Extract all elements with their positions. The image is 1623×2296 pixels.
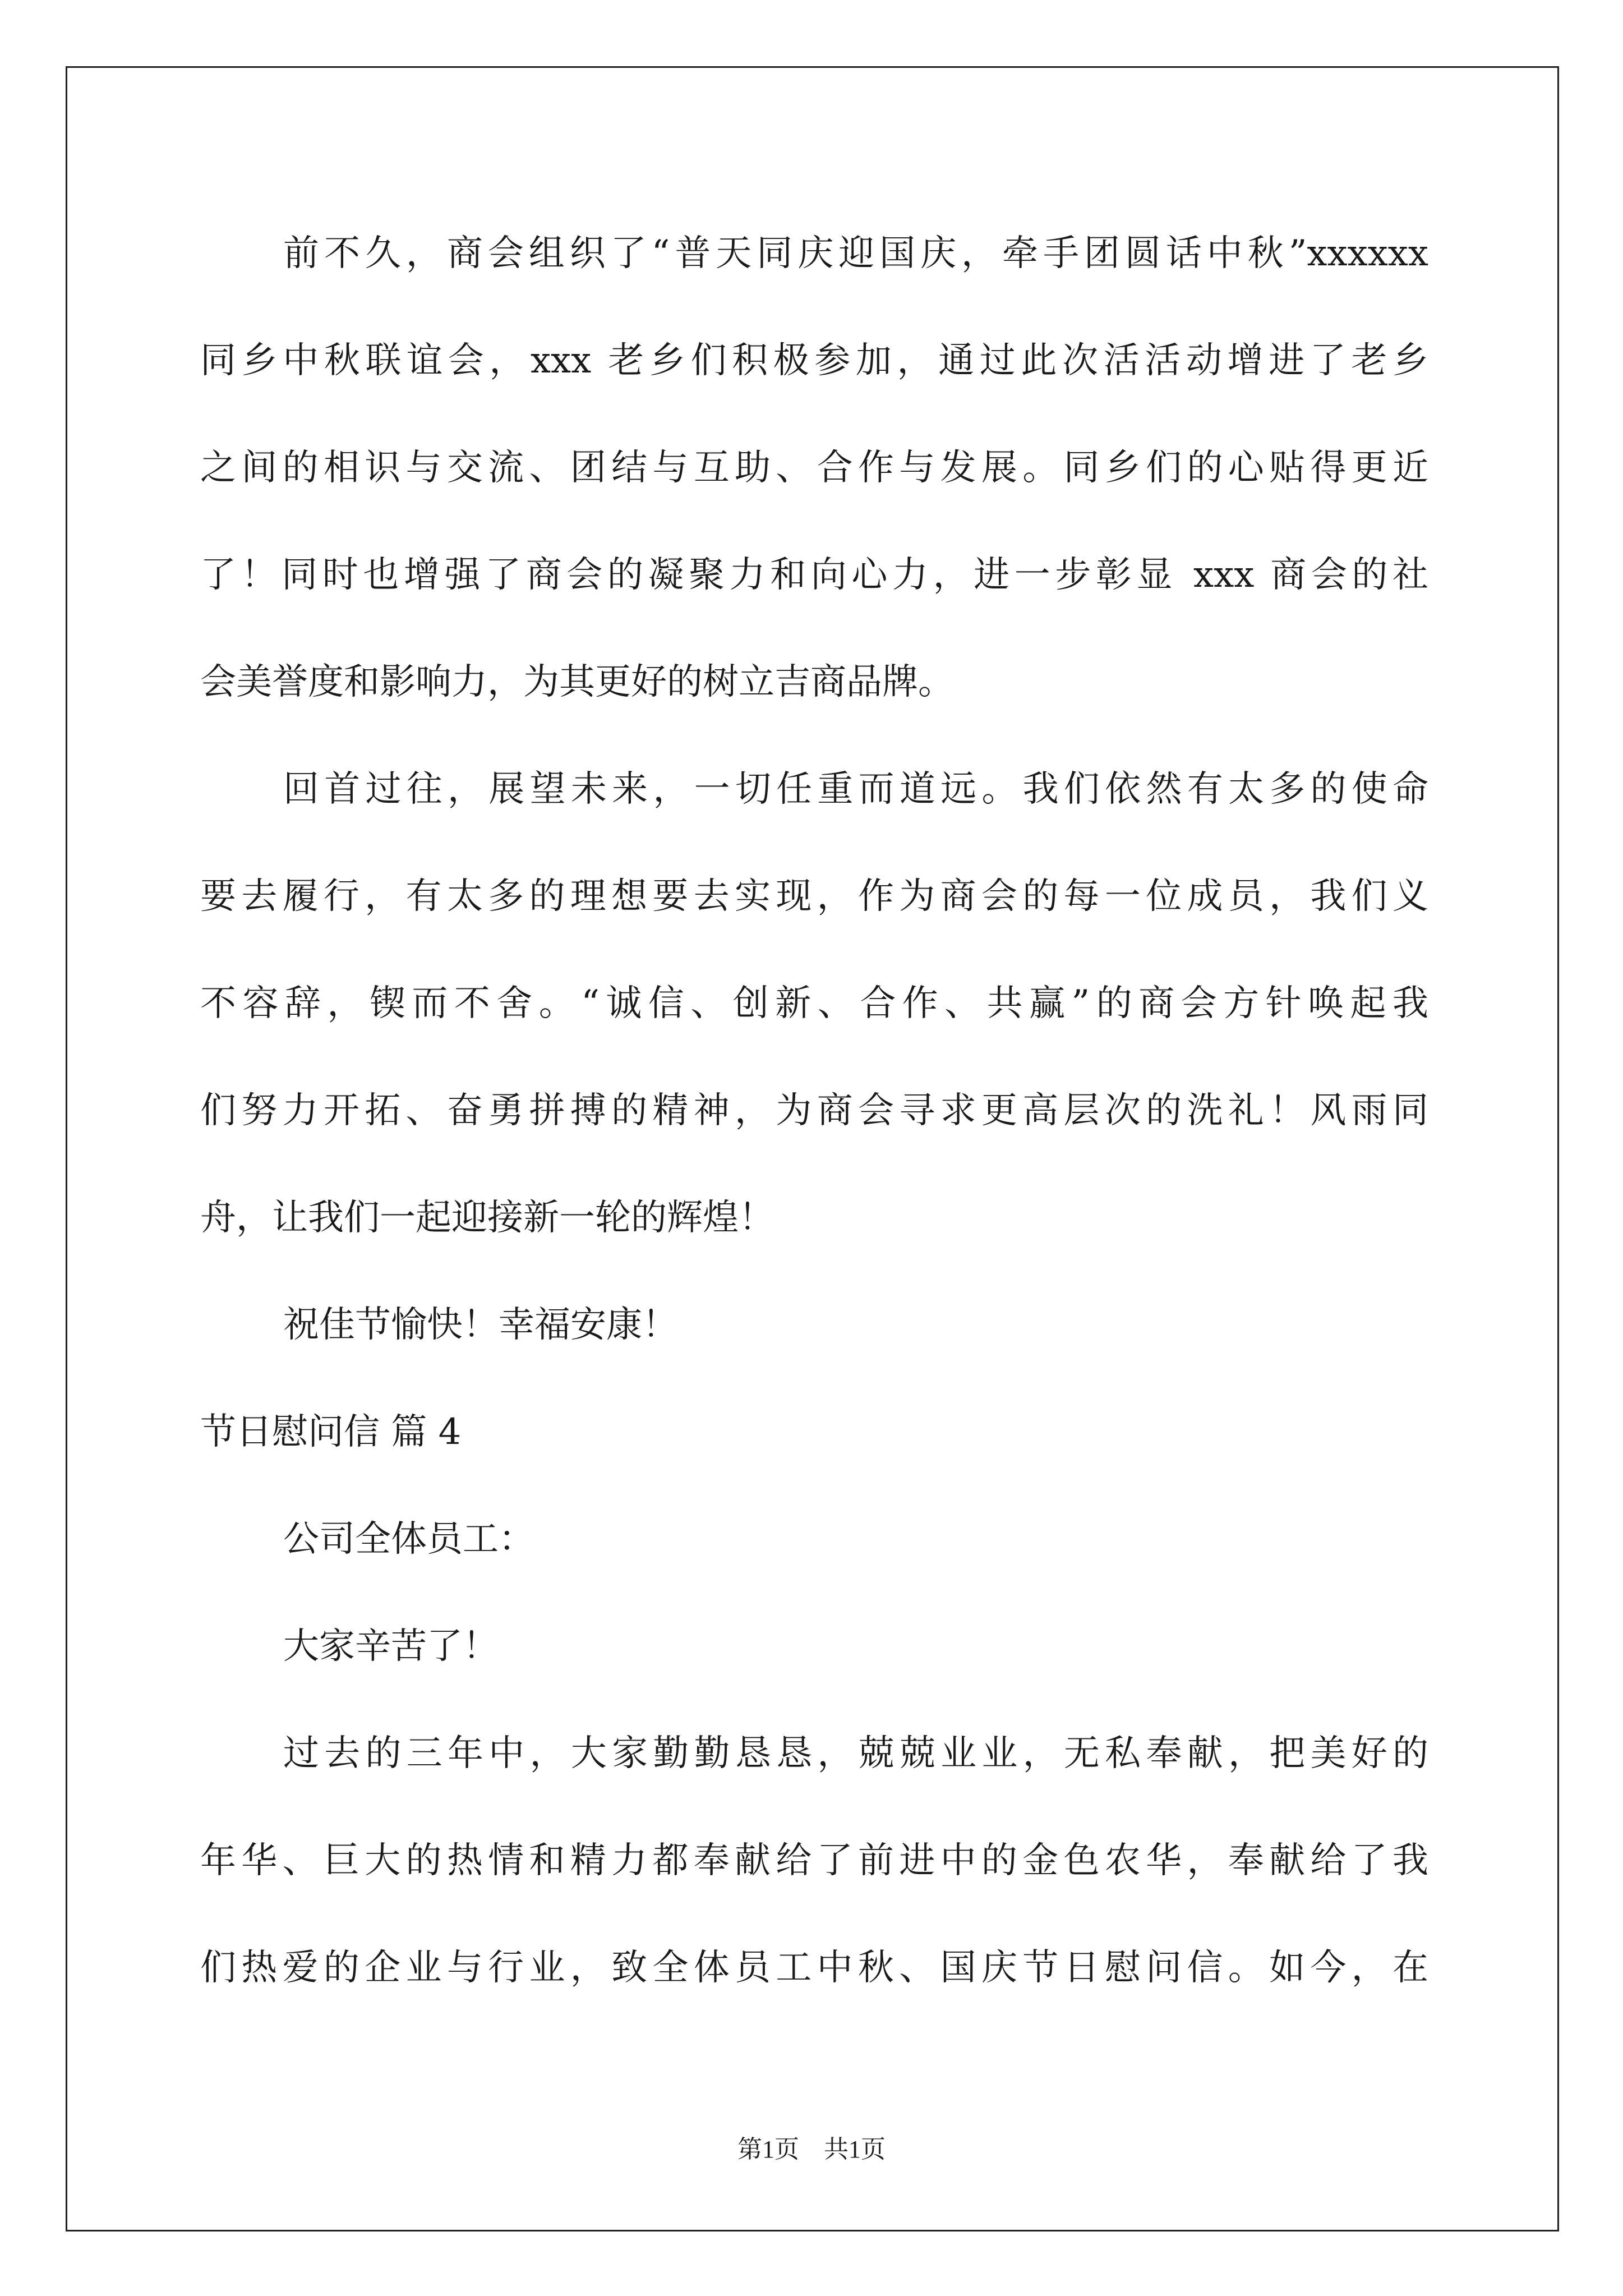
paragraph-2-line-2: 要去履行，有太多的理想要去实现，作为商会的每一位成员，我们义 — [200, 876, 1428, 917]
opening-line: 大家辛苦了！ — [283, 1626, 499, 1667]
paragraph-2-line-5: 舟，让我们一起迎接新一轮的辉煌！ — [200, 1197, 774, 1239]
document-body — [200, 220, 1428, 2041]
paragraph-1-line-3: 之间的相识与交流、团结与互助、合作与发展。同乡们的心贴得更近 — [200, 447, 1428, 489]
paragraph-2-line-3: 不容辞，锲而不舍。“诚信、创新、合作、共赢”的商会方针唤起我 — [200, 983, 1428, 1024]
section-heading: 节日慰问信 篇 4 — [200, 1411, 462, 1453]
paragraph-2-line-4: 们努力开拓、奋勇拼搏的精神，为商会寻求更高层次的洗礼！风雨同 — [200, 1090, 1428, 1131]
paragraph-3-line-2: 年华、巨大的热情和精力都奉献给了前进中的金色农华，奉献给了我 — [200, 1840, 1428, 1881]
paragraph-3-line-3: 们热爱的企业与行业，致全体员工中秋、国庆节日慰问信。如今，在 — [200, 1947, 1428, 1989]
greeting-line: 祝佳节愉快！幸福安康！ — [283, 1304, 678, 1346]
page-footer: 第1页 共1页 — [737, 2136, 886, 2163]
salutation: 公司全体员工： — [283, 1519, 534, 1560]
paragraph-2-line-1: 回首过往，展望未来，一切任重而道远。我们依然有太多的使命 — [283, 769, 1428, 810]
paragraph-3-line-1: 过去的三年中，大家勤勤恳恳，兢兢业业，无私奉献，把美好的 — [283, 1733, 1428, 1774]
paragraph-1-line-2: 同乡中秋联谊会，xxx 老乡们积极参加，通过此次活活动增进了老乡 — [200, 340, 1428, 381]
paragraph-1-line-1: 前不久，商会组织了“普天同庆迎国庆，牵手团圆话中秋”xxxxxx — [283, 233, 1428, 274]
paragraph-1-line-5: 会美誉度和影响力，为其更好的树立吉商品牌。 — [200, 661, 954, 703]
paragraph-1-line-4: 了！同时也增强了商会的凝聚力和向心力，进一步彰显 xxx 商会的社 — [200, 554, 1428, 596]
